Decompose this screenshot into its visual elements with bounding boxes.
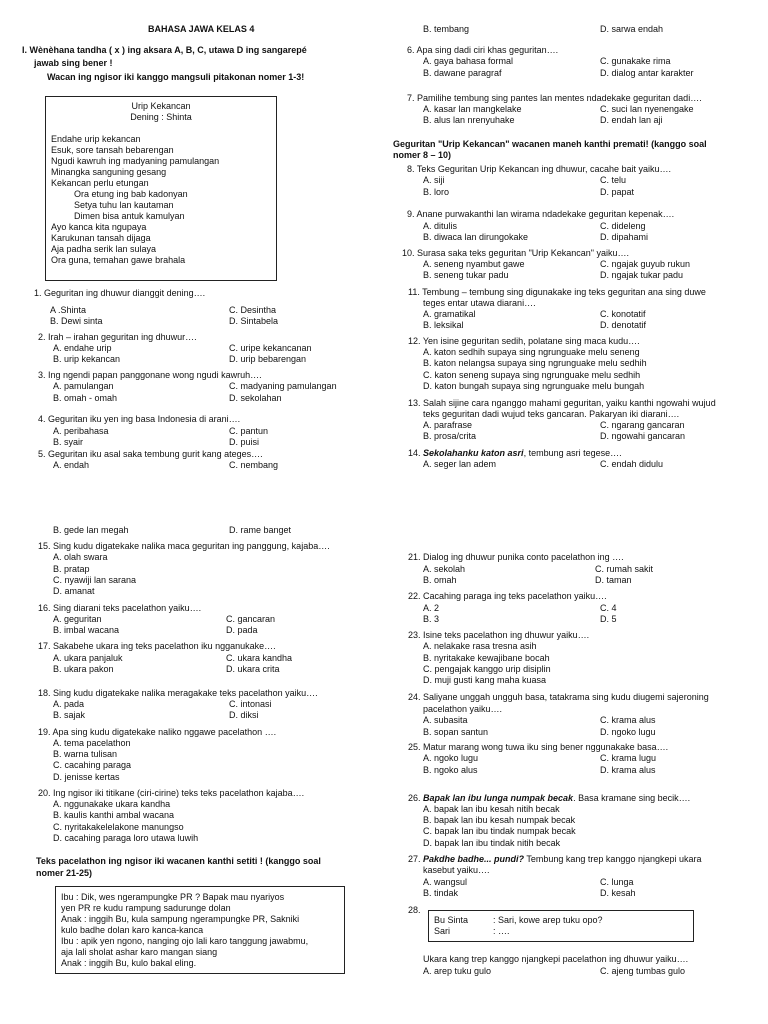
question-25: 25. Matur marang wong tuwa iku sing bener nggunakake basa…. [408, 742, 669, 752]
option-14a[interactable]: A. seger lan adem [423, 459, 497, 469]
option-12a[interactable]: A. katon sedhih supaya sing ngrunguake melu seneng [423, 347, 640, 357]
question-19: 19. Apa sing kudu digatekake naliko nggawe pacelathon …. [38, 727, 277, 737]
question-26 [408, 793, 690, 803]
question-6: 6. Apa sing dadi ciri khas geguritan…. [407, 45, 559, 55]
option-1b[interactable]: B. Dewi sinta [50, 316, 103, 326]
section-heading: Geguritan "Urip Kekancan" wacanen maneh kanthi premati! (kanggo soal [393, 139, 707, 149]
option-26c[interactable]: C. bapak lan ibu tindak numpak becak [423, 826, 576, 836]
question-14-text: , tembung asri tegese…. [523, 448, 622, 458]
question-11: 11. Tembung – tembung sing digunakake ing teks geguritan ana sing duwe [408, 287, 706, 297]
poem-line: Esuk, sore tansah bebarengan [51, 145, 174, 155]
option-24c[interactable]: C. krama alus [600, 715, 656, 725]
option-27a[interactable]: A. wangsul [423, 877, 468, 887]
option-25c[interactable]: C. krama lugu [600, 753, 657, 763]
option-25b[interactable]: B. ngoko alus [423, 765, 478, 775]
option-22c[interactable]: C. 4 [600, 603, 617, 613]
option-1d[interactable]: D. Sintabela [229, 316, 279, 326]
instruction-heading-2: jawab sing bener ! [34, 58, 113, 68]
dialog-28-speaker: Bu Sinta [434, 915, 469, 925]
question-24: 24. Saliyane unggah ungguh basa, tatakrama sing kudu diugemi sajeroning [408, 692, 709, 702]
option-11d[interactable]: D. denotatif [600, 320, 647, 330]
question-7: 7. Pamilihe tembung sing pantes lan mentes ndadekake geguritan dadi…. [407, 93, 702, 103]
poem-box [45, 96, 277, 281]
option-10c[interactable]: C. ngajak guyub rukun [600, 259, 691, 269]
option-21b[interactable]: B. omah [423, 575, 457, 585]
option-20d[interactable]: D. cacahing paraga loro utawa luwih [53, 833, 199, 843]
option-20b[interactable]: B. kaulis kanthi ambal wacana [53, 810, 175, 820]
section-heading-dialog: Teks pacelathon ing ngisor iki wacanen kanthi setiti ! (kanggo soal [36, 856, 321, 866]
option-23a[interactable]: A. nelakake rasa tresna asih [423, 641, 537, 651]
option-11c[interactable]: C. konotatif [600, 309, 646, 319]
option-1a[interactable]: A .Shinta [50, 305, 87, 315]
option-26d[interactable]: D. bapak lan ibu tindak nitih becak [423, 838, 561, 848]
option-10d[interactable]: D. ngajak tukar padu [600, 270, 684, 280]
option-4a[interactable]: A. peribahasa [53, 426, 109, 436]
question-27-number: 27. [408, 854, 424, 864]
option-20c[interactable]: C. nyritakakelelakone manungso [53, 822, 184, 832]
option-14b[interactable]: B. gede lan megah [53, 525, 129, 535]
option-2b[interactable]: B. urip kekancan [53, 354, 121, 364]
dialog-28-line: : …. [493, 926, 510, 936]
option-23d[interactable]: D. muji gusti kang maha kuasa [423, 675, 547, 685]
question-4: 4. Geguritan iku yen ing basa Indonesia di arani…. [38, 414, 241, 424]
option-3c[interactable]: C. madyaning pamulangan [229, 381, 337, 391]
option-6c[interactable]: C. gunakake rima [600, 56, 671, 66]
question-3: 3. Ing ngendi papan panggonane wong ngudi kawruh…. [38, 370, 262, 380]
question-17: 17. Sakabehe ukara ing teks pacelathon iku ngganukake…. [38, 641, 276, 651]
option-3d[interactable]: D. sekolahan [229, 393, 282, 403]
option-6a[interactable]: A. gaya bahasa formal [423, 56, 514, 66]
option-25d[interactable]: D. krama alus [600, 765, 656, 775]
question-24-cont: pacelathon yaiku…. [423, 704, 503, 714]
poem-title: Urip Kekancan [131, 101, 191, 111]
option-15c[interactable]: C. nyawiji lan sarana [53, 575, 137, 585]
option-17d[interactable]: D. ukara crita [226, 664, 280, 674]
option-12b[interactable]: B. katon nelangsa supaya sing ngrunguake melu sedhih [423, 358, 647, 368]
option-22b[interactable]: B. 3 [423, 614, 440, 624]
option-24b[interactable]: B. sopan santun [423, 727, 489, 737]
option-9c[interactable]: C. dideleng [600, 221, 646, 231]
question-13-cont: teks geguritan dadi wujud teks gancaran. Pakaryan iki diarani…. [423, 409, 680, 419]
option-21a[interactable]: A. sekolah [423, 564, 466, 574]
option-9a[interactable]: A. ditulis [423, 221, 458, 231]
dialog-line: Ibu : apik yen ngono, nanging ojo lali karo tanggung jawabmu, [61, 936, 309, 946]
poem-line: Minangka sanguning gesang [51, 167, 167, 177]
option-11b[interactable]: B. leksikal [423, 320, 464, 330]
option-28a[interactable]: A. arep tuku gulo [423, 966, 492, 976]
option-18a[interactable]: A. pada [53, 699, 85, 709]
question-14-phrase: Sekolahanku katon asri [423, 448, 524, 458]
option-20a[interactable]: A. nggunakake ukara kandha [53, 799, 171, 809]
question-27-phrase: Pakdhe badhe... pundi? [423, 854, 525, 864]
option-17c[interactable]: C. ukara kandha [226, 653, 293, 663]
question-23: 23. Isine teks pacelathon ing dhuwur yaiku…. [408, 630, 590, 640]
question-2: 2. Irah – irahan geguritan ing dhuwur…. [38, 332, 197, 342]
option-2a[interactable]: A. endahe urip [53, 343, 112, 353]
poem-line: Setya tuhu lan kautaman [74, 200, 174, 210]
question-10: 10. Surasa saka teks geguritan "Urip Kekancan" yaiku…. [402, 248, 630, 258]
option-13a[interactable]: A. parafrase [423, 420, 473, 430]
option-15b[interactable]: B. pratap [53, 564, 90, 574]
question-28-number: 28. [408, 905, 421, 915]
option-15d[interactable]: D. amanat [53, 586, 95, 596]
option-5b[interactable]: B. tembang [423, 24, 470, 34]
question-8: 8. Teks Geguritan Urip Kekancan ing dhuwur, cacahe bait yaiku…. [407, 164, 671, 174]
question-14-number: 14. [408, 448, 424, 458]
poem-line: Ora guna, temahan gawe brahala [51, 255, 186, 265]
section-heading-2: nomer 8 – 10) [393, 150, 452, 160]
option-16a[interactable]: A. geguritan [53, 614, 102, 624]
section-heading-dialog-2: nomer 21-25) [36, 868, 93, 878]
option-4b[interactable]: B. syair [53, 437, 84, 447]
option-18c[interactable]: C. intonasi [229, 699, 272, 709]
question-26-text: . Basa kramane sing becik…. [573, 793, 691, 803]
question-27-text: Tembung kang trep kanggo njangkepi ukara [524, 854, 702, 864]
option-16d[interactable]: D. pada [226, 625, 258, 635]
option-19a[interactable]: A. tema pacelathon [53, 738, 131, 748]
option-14d[interactable]: D. rame banget [229, 525, 292, 535]
option-27c[interactable]: C. lunga [600, 877, 634, 887]
option-10a[interactable]: A. seneng nyambut gawe [423, 259, 525, 269]
option-7a[interactable]: A. kasar lan mangkelake [423, 104, 522, 114]
option-23c[interactable]: C. pengajak kanggo urip disiplin [423, 664, 551, 674]
option-14c[interactable]: C. endah didulu [600, 459, 664, 469]
option-17a[interactable]: A. ukara panjaluk [53, 653, 123, 663]
dialog-line: yen PR re kudu rampung sadurunge dolan [61, 903, 231, 913]
option-17b[interactable]: B. ukara pakon [53, 664, 114, 674]
dialog-line: Anak : inggih Bu, kulo bakal eling. [61, 958, 197, 968]
option-6b[interactable]: B. dawane paragraf [423, 68, 502, 78]
poem-line: Kekancan perlu etungan [51, 178, 149, 188]
option-9d[interactable]: D. dipahami [600, 232, 649, 242]
option-22d[interactable]: D. 5 [600, 614, 617, 624]
option-26b[interactable]: B. bapak lan ibu kesah numpak becak [423, 815, 576, 825]
option-24a[interactable]: A. subasita [423, 715, 468, 725]
option-4c[interactable]: C. pantun [229, 426, 269, 436]
option-15a[interactable]: A. olah swara [53, 552, 108, 562]
question-27-cont: kasebut yaiku…. [423, 865, 490, 875]
question-1: 1. Geguritan ing dhuwur dianggit dening…. [34, 288, 206, 298]
dialog-box-28 [428, 910, 694, 942]
option-2d[interactable]: D. urip bebarengan [229, 354, 307, 364]
option-12c[interactable]: C. katon seneng supaya sing ngrunguake melu sedhih [423, 370, 641, 380]
option-8c[interactable]: C. telu [600, 175, 627, 185]
option-1c[interactable]: C. Desintha [229, 305, 277, 315]
option-13b[interactable]: B. prosa/crita [423, 431, 477, 441]
option-12d[interactable]: D. katon bungah supaya sing ngrunguake melu bungah [423, 381, 645, 391]
option-19d[interactable]: D. jenisse kertas [53, 772, 120, 782]
instruction-subheading: Wacan ing ngisor iki kanggo mangsuli pitakonan nomer 1-3! [47, 72, 305, 82]
question-21: 21. Dialog ing dhuwur punika conto pacelathon ing …. [408, 552, 624, 562]
option-9b[interactable]: B. diwaca lan dirungokake [423, 232, 529, 242]
option-18d[interactable]: D. diksi [229, 710, 259, 720]
dialog-line: Ibu : Dik, wes ngerampungke PR ? Bapak mau nyariyos [61, 892, 285, 902]
dialog-line: kulo badhe dolan karo kanca-kanca [61, 925, 204, 935]
option-21c[interactable]: C. rumah sakit [595, 564, 654, 574]
poem-line: Ora etung ing bab kadonyan [74, 189, 188, 199]
dialog-28-line: : Sari, kowe arep tuku opo? [493, 915, 603, 925]
poem-line: Ayo kanca kita ngupaya [51, 222, 147, 232]
option-2c[interactable]: C. uripe kekancanan [229, 343, 312, 353]
question-26-number: 26. [408, 793, 424, 803]
poem-line: Endahe urip kekancan [51, 134, 141, 144]
option-25a[interactable]: A. ngoko lugu [423, 753, 479, 763]
option-13c[interactable]: C. ngarang gancaran [600, 420, 685, 430]
page-title: BAHASA JAWA KELAS 4 [148, 24, 255, 34]
option-27b[interactable]: B. tindak [423, 888, 459, 898]
poem-line: Dimen bisa antuk kamulyan [74, 211, 185, 221]
question-16: 16. Sing diarani teks pacelathon yaiku…. [38, 603, 202, 613]
question-14 [408, 448, 622, 458]
question-11-cont: teges entar utawa diarani…. [423, 298, 536, 308]
option-19c[interactable]: C. cacahing paraga [53, 760, 132, 770]
question-28: Ukara kang trep kanggo njangkepi pacelathon ing dhuwur yaiku…. [423, 954, 689, 964]
question-20: 20. Ing ngisor iki titikane (ciri-cirine) teks teks pacelathon kajaba…. [38, 788, 305, 798]
question-5: 5. Geguritan iku asal saka tembung gurit kang ateges…. [38, 449, 263, 459]
option-28c[interactable]: C. ajeng tumbas gulo [600, 966, 686, 976]
question-15: 15. Sing kudu digatekake nalika maca geguritan ing panggung, kajaba…. [38, 541, 330, 551]
question-26-phrase: Bapak lan ibu lunga numpak becak [423, 793, 574, 803]
option-22a[interactable]: A. 2 [423, 603, 440, 613]
option-4d[interactable]: D. puisi [229, 437, 260, 447]
option-3a[interactable]: A. pamulangan [53, 381, 114, 391]
option-13d[interactable]: D. ngowahi gancaran [600, 431, 686, 441]
question-13: 13. Salah sijine cara nganggo mahami geguritan, yaiku kanthi ngowahi wujud [408, 398, 716, 408]
option-7c[interactable]: C. suci lan nyenengake [600, 104, 694, 114]
option-5c[interactable]: C. nembang [229, 460, 279, 470]
option-16c[interactable]: C. gancaran [226, 614, 276, 624]
option-11a[interactable]: A. gramatikal [423, 309, 476, 319]
option-16b[interactable]: B. imbal wacana [53, 625, 120, 635]
poem-line: Karukunan tansah dijaga [51, 233, 151, 243]
option-5a[interactable]: A. endah [53, 460, 90, 470]
option-6d[interactable]: D. dialog antar karakter [600, 68, 694, 78]
option-26a[interactable]: A. bapak lan ibu kesah nitih becak [423, 804, 560, 814]
option-8d[interactable]: D. papat [600, 187, 635, 197]
option-7d[interactable]: D. endah lan aji [600, 115, 663, 125]
option-10b[interactable]: B. seneng tukar padu [423, 270, 509, 280]
poem-line: Ngudi kawruh ing madyaning pamulangan [51, 156, 220, 166]
option-8a[interactable]: A. siji [423, 175, 445, 185]
question-9: 9. Anane purwakanthi lan wirama ndadekake geguritan kepenak…. [407, 209, 675, 219]
poem-author: Dening : Shinta [130, 112, 192, 122]
question-27 [408, 854, 702, 864]
dialog-line: Anak : inggih Bu, kula sampung ngerampungke PR, Sakniki [61, 914, 300, 924]
poem-line: Aja padha serik lan sulaya [51, 244, 157, 254]
option-7b[interactable]: B. alus lan nrenyuhake [423, 115, 515, 125]
option-24d[interactable]: D. ngoko lugu [600, 727, 656, 737]
option-8b[interactable]: B. loro [423, 187, 450, 197]
question-18: 18. Sing kudu digatekake nalika meragakake teks pacelathon yaiku…. [38, 688, 318, 698]
option-3b[interactable]: B. omah - omah [53, 393, 118, 403]
option-5d[interactable]: D. sarwa endah [600, 24, 664, 34]
question-22: 22. Cacahing paraga ing teks pacelathon yaiku…. [408, 591, 607, 601]
option-27d[interactable]: D. kesah [600, 888, 636, 898]
question-12: 12. Yen isine geguritan sedih, polatane sing maca kudu…. [408, 336, 640, 346]
option-23b[interactable]: B. nyritakake kewajibane bocah [423, 653, 550, 663]
option-19b[interactable]: B. warna tulisan [53, 749, 118, 759]
instruction-heading: I. Wènèhana tandha ( x ) ing aksara A, B, C, utawa D ing sangarepé [22, 45, 307, 55]
dialog-box [55, 886, 345, 974]
option-21d[interactable]: D. taman [595, 575, 632, 585]
dialog-line: aja lali sholat ashar karo mangan siang [61, 947, 218, 957]
option-18b[interactable]: B. sajak [53, 710, 86, 720]
dialog-28-speaker: Sari [434, 926, 451, 936]
